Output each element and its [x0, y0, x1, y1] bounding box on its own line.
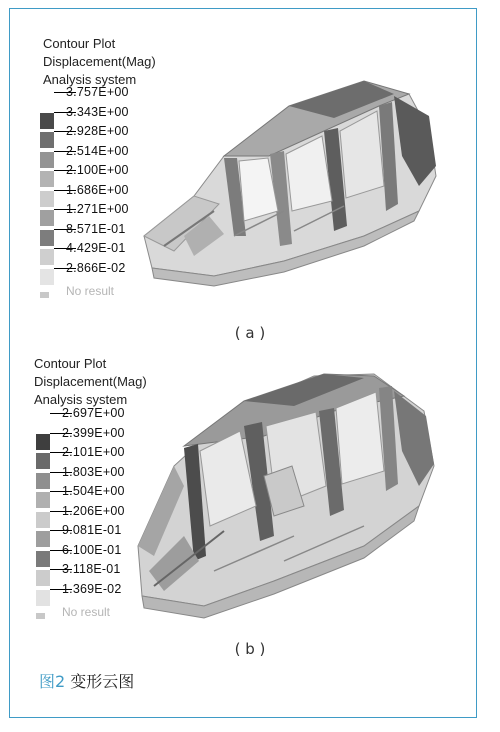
legend-value: 6.100E-01	[62, 542, 122, 557]
legend-value: 3.118E-01	[62, 562, 121, 576]
legend-value: 3.757E+00	[66, 85, 129, 99]
legend-value: 3.343E+00	[66, 104, 129, 119]
figure-title-text: 变形云图	[70, 672, 135, 691]
caption-a: ( a )	[234, 324, 266, 342]
legend-value: 2.697E+00	[62, 406, 125, 420]
legend-value: 2.866E-02	[66, 260, 126, 275]
panel-a	[34, 36, 444, 308]
legend-value: 1.206E+00	[62, 503, 125, 518]
legend-value: 4.429E-01	[66, 241, 126, 255]
legend-value: 1.803E+00	[62, 464, 125, 479]
panel-b	[34, 356, 444, 636]
legend-title-line2: Displacement(Mag)	[43, 54, 156, 69]
legend-value: 2.928E+00	[66, 124, 129, 138]
legend-value: 2.399E+00	[62, 425, 125, 440]
legend-value: 1.504E+00	[62, 484, 125, 498]
legend-title-line1: Contour Plot	[34, 356, 107, 371]
figure-number: 图2	[39, 672, 66, 691]
legend-value: 1.369E-02	[62, 581, 122, 596]
legend-value: 8.571E-01	[66, 221, 126, 236]
legend-title-line1: Contour Plot	[43, 36, 116, 51]
no-result-label: No result	[66, 284, 115, 298]
legend-title-line3: Analysis system	[43, 72, 137, 87]
legend-value: 9.081E-01	[62, 523, 122, 537]
legend-value: 2.101E+00	[62, 445, 125, 459]
caption-b: ( b )	[234, 640, 266, 658]
legend-value: 1.271E+00	[66, 202, 129, 216]
legend-title-line3: Analysis system	[34, 392, 128, 407]
legend-value: 1.686E+00	[66, 182, 129, 197]
legend-value: 2.100E+00	[66, 163, 129, 177]
legend-title-line2: Displacement(Mag)	[34, 374, 147, 389]
no-result-label: No result	[62, 605, 111, 619]
figure-title	[39, 669, 134, 692]
legend-value: 2.514E+00	[66, 143, 129, 158]
